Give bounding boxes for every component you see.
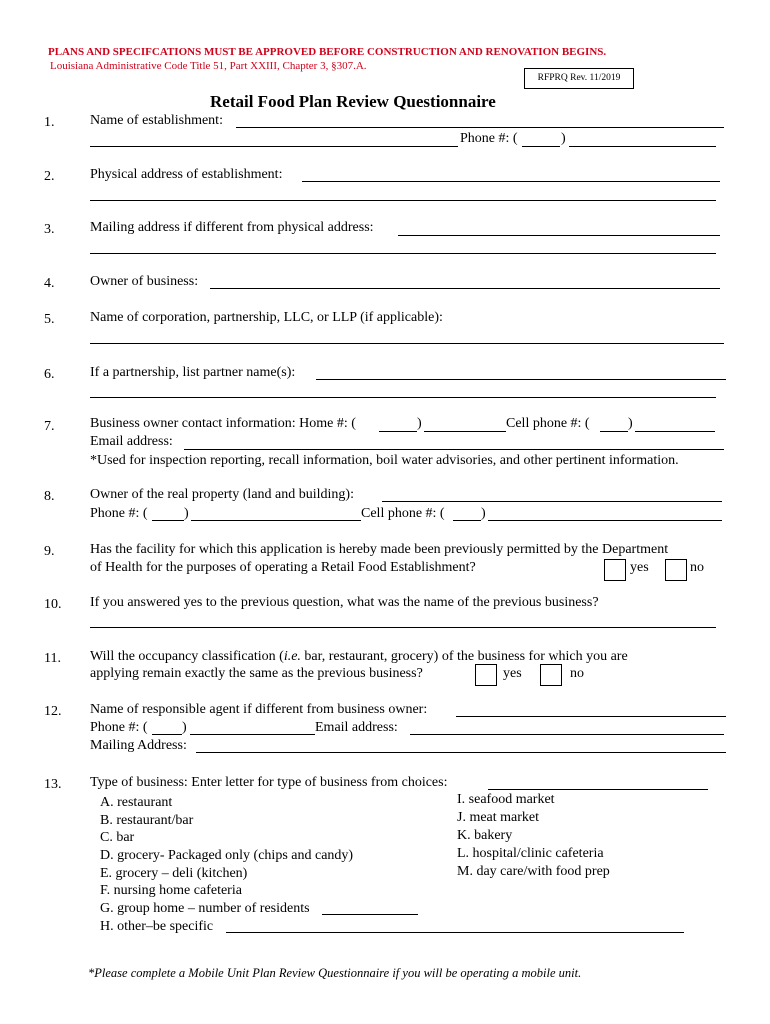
- q7-paren2: ): [628, 416, 633, 431]
- q11-line1: Will the occupancy classification (i.e. bar, restaurant, grocery) of the business for which you are: [90, 649, 628, 664]
- q4-label: Owner of business:: [90, 274, 199, 289]
- q12-mailing-label: Mailing Address:: [90, 738, 187, 753]
- page-title: Retail Food Plan Review Questionnaire: [210, 92, 496, 111]
- q12-phone-label: Phone #: (: [90, 720, 148, 735]
- q8-property-owner-field[interactable]: [382, 501, 722, 502]
- q12-label: Name of responsible agent if different from business owner:: [90, 702, 428, 717]
- q1-phone-field[interactable]: [569, 146, 716, 147]
- q8-area-field[interactable]: [152, 520, 184, 521]
- q1-number: 1.: [44, 115, 55, 130]
- q11-line2: applying remain exactly the same as the previous business?: [90, 666, 423, 681]
- q7-cell-label: Cell phone #: (: [506, 416, 590, 431]
- q7-home-area-field[interactable]: [379, 431, 417, 432]
- choice-a: A. restaurant: [100, 795, 173, 810]
- q3-number: 3.: [44, 222, 55, 237]
- q12-email-label: Email address:: [315, 720, 398, 735]
- choice-c: C. bar: [100, 830, 135, 845]
- q6-partners-field[interactable]: [316, 379, 726, 380]
- q9-number: 9.: [44, 544, 55, 559]
- q12-email-field[interactable]: [410, 734, 724, 735]
- q4-owner-field[interactable]: [210, 288, 720, 289]
- q12-agent-field[interactable]: [456, 716, 726, 717]
- q5-label: Name of corporation, partnership, LLC, or LLP (if applicable):: [90, 310, 443, 325]
- q11-no-label: no: [570, 666, 584, 681]
- q2-number: 2.: [44, 169, 55, 184]
- q3-label: Mailing address if different from physical address:: [90, 220, 374, 235]
- revision-box: RFPRQ Rev. 11/2019: [524, 68, 634, 89]
- q9-yes-label: yes: [630, 560, 649, 575]
- q4-number: 4.: [44, 276, 55, 291]
- q1-name-field-line2[interactable]: [90, 146, 458, 147]
- q12-number: 12.: [44, 704, 62, 719]
- q8-number: 8.: [44, 489, 55, 504]
- approval-warning: PLANS AND SPECIFCATIONS MUST BE APPROVED BEFORE CONSTRUCTION AND RENOVATION BEGINS.: [48, 46, 607, 58]
- choice-g: G. group home – number of residents: [100, 901, 310, 916]
- q11-yes-checkbox[interactable]: [475, 664, 497, 686]
- q2-label: Physical address of establishment:: [90, 167, 283, 182]
- q6-label: If a partnership, list partner name(s):: [90, 365, 296, 380]
- q5-number: 5.: [44, 312, 55, 327]
- q7-email-field[interactable]: [184, 449, 724, 450]
- choice-f: F. nursing home cafeteria: [100, 883, 242, 898]
- q13-label: Type of business: Enter letter for type of business from choices:: [90, 775, 448, 790]
- q7-number: 7.: [44, 419, 55, 434]
- q1-phone-label: Phone #: (: [460, 131, 518, 146]
- q13-number: 13.: [44, 777, 62, 792]
- q1-label: Name of establishment:: [90, 113, 223, 128]
- q8-phone-field[interactable]: [191, 520, 361, 521]
- q9-line1: Has the facility for which this application is hereby made been previously permitted by the Department: [90, 542, 669, 557]
- q6-partners-field-line2[interactable]: [90, 397, 716, 398]
- q12-paren: ): [182, 720, 187, 735]
- q10-number: 10.: [44, 597, 62, 612]
- q7-label: Business owner contact information: Home #: (: [90, 416, 356, 431]
- q8-cell-label: Cell phone #: (: [361, 506, 445, 521]
- code-reference: Louisiana Administrative Code Title 51, Part XXIII, Chapter 3, §307.A.: [50, 60, 367, 72]
- q8-paren2: ): [481, 506, 486, 521]
- q11-no-checkbox[interactable]: [540, 664, 562, 686]
- q12-mailing-field[interactable]: [196, 752, 726, 753]
- q1-name-field[interactable]: [236, 127, 724, 128]
- q10-label: If you answered yes to the previous question, what was the name of the previous business?: [90, 595, 599, 610]
- choice-b: B. restaurant/bar: [100, 813, 194, 828]
- q10-previous-business-field[interactable]: [90, 627, 716, 628]
- q2-address-field-line2[interactable]: [90, 200, 716, 201]
- q7-paren1: ): [417, 416, 422, 431]
- q7-note: *Used for inspection reporting, recall information, boil water advisories, and other pertinent information.: [90, 453, 679, 468]
- other-specific-field[interactable]: [226, 932, 684, 933]
- q1-paren: ): [561, 131, 566, 146]
- q6-number: 6.: [44, 367, 55, 382]
- q3-mailing-field[interactable]: [398, 235, 720, 236]
- q7-cell-area-field[interactable]: [600, 431, 628, 432]
- choice-k: K. bakery: [457, 828, 513, 843]
- q8-paren1: ): [184, 506, 189, 521]
- choice-i: I. seafood market: [457, 792, 555, 807]
- choice-d: D. grocery- Packaged only (chips and candy): [100, 848, 354, 863]
- q9-no-label: no: [690, 560, 704, 575]
- q1-area-code-field[interactable]: [522, 146, 560, 147]
- choice-l: L. hospital/clinic cafeteria: [457, 846, 604, 861]
- q7-home-phone-field[interactable]: [424, 431, 506, 432]
- q11-yes-label: yes: [503, 666, 522, 681]
- q2-address-field[interactable]: [302, 181, 720, 182]
- choice-h: H. other–be specific: [100, 919, 214, 934]
- q12-area-field[interactable]: [152, 734, 182, 735]
- q8-cell-phone-field[interactable]: [488, 520, 722, 521]
- q7-cell-phone-field[interactable]: [635, 431, 715, 432]
- mobile-unit-note: *Please complete a Mobile Unit Plan Review Questionnaire if you will be operating a mobile unit.: [88, 966, 582, 980]
- q9-no-checkbox[interactable]: [665, 559, 687, 581]
- q7-email-label: Email address:: [90, 434, 173, 449]
- q13-business-type-field[interactable]: [488, 789, 708, 790]
- choice-m: M. day care/with food prep: [457, 864, 610, 879]
- q12-phone-field[interactable]: [190, 734, 315, 735]
- q5-corporation-field[interactable]: [90, 343, 724, 344]
- q9-yes-checkbox[interactable]: [604, 559, 626, 581]
- choice-j: J. meat market: [457, 810, 540, 825]
- q8-cell-area-field[interactable]: [453, 520, 481, 521]
- q8-phone-label: Phone #: (: [90, 506, 148, 521]
- choice-e: E. grocery – deli (kitchen): [100, 866, 248, 881]
- q3-mailing-field-line2[interactable]: [90, 253, 716, 254]
- q8-label: Owner of the real property (land and building):: [90, 487, 354, 502]
- residents-field[interactable]: [322, 914, 418, 915]
- q11-number: 11.: [44, 651, 61, 666]
- q9-line2: of Health for the purposes of operating a Retail Food Establishment?: [90, 560, 476, 575]
